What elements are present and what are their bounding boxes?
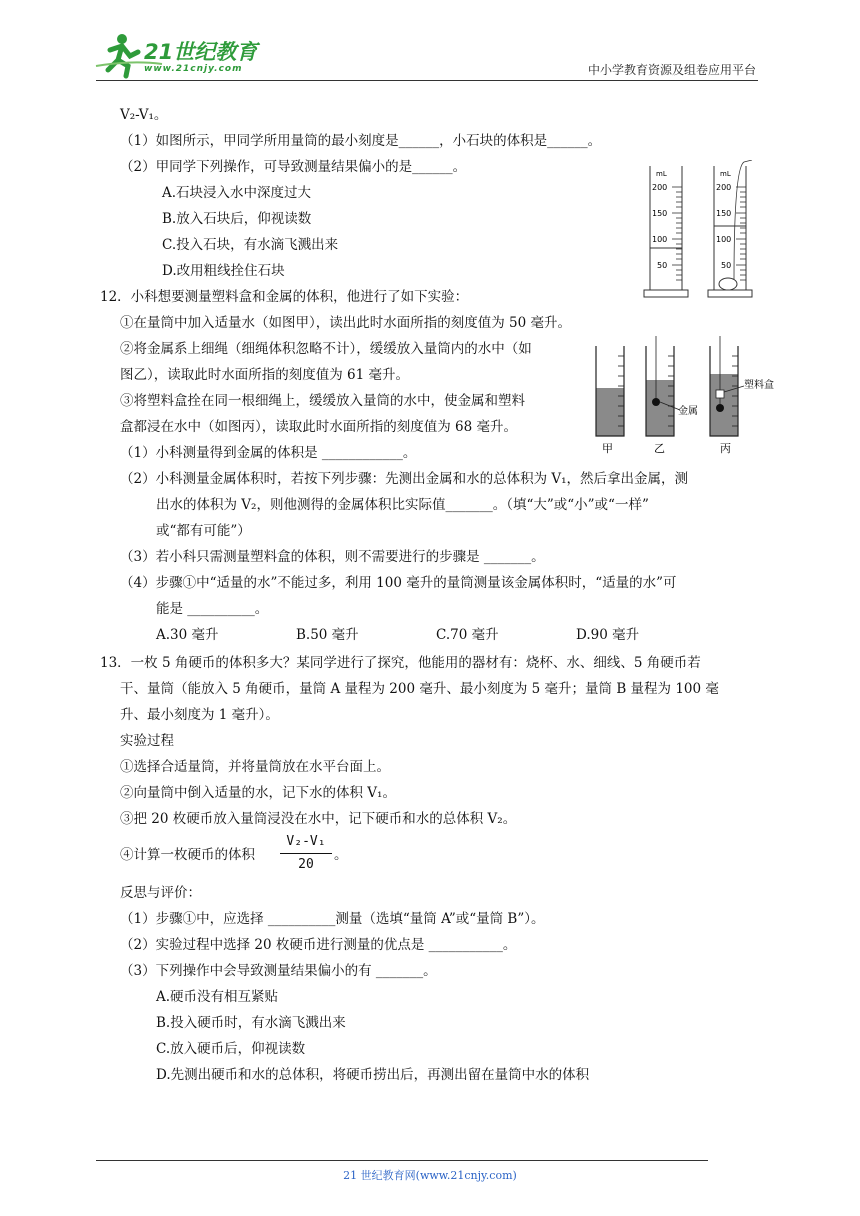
q12-stem: 12．小科想要测量塑料盒和金属的体积，他进行了如下实验： bbox=[100, 289, 469, 305]
q12-step1: ①在量筒中加入适量水（如图甲），读出此时水面所指的刻度值为 50 毫升。 bbox=[120, 315, 572, 331]
q12-part1: （1）小科测量得到金属的体积是 ____________。 bbox=[120, 445, 417, 461]
q13-fraction-bar bbox=[280, 853, 332, 854]
q12-step2-a: ②将金属系上细绳（细绳体积忽略不计），缓缓放入量筒内的水中（如 bbox=[120, 341, 532, 357]
q13-option-d: D.先测出硬币和水的总体积，将硬币捞出后，再测出留在量筒中水的体积 bbox=[156, 1067, 590, 1083]
q12-part2-c: 或“都有可能”） bbox=[156, 523, 251, 539]
label-yi: 乙 bbox=[654, 442, 665, 455]
q13-step4: ④计算一枚硬币的体积 bbox=[120, 847, 255, 863]
cyl2-tick-100: 100 bbox=[716, 235, 732, 244]
label-box: 塑料盒 bbox=[744, 380, 774, 391]
q12-part4-b: 能是 __________。 bbox=[156, 601, 269, 617]
q12-part4-a: （4）步骤①中“适量的水”不能过多，利用 100 毫升的量筒测量该金属体积时，“适量的水”可 bbox=[120, 575, 677, 591]
cyl2-tick-50: 50 bbox=[721, 261, 732, 270]
cylinder-jia bbox=[596, 346, 624, 455]
cylinder-yi bbox=[708, 160, 752, 297]
q11-option-c: C.投入石块，有水滴飞溅出来 bbox=[162, 237, 339, 253]
cylinder-jia bbox=[644, 166, 688, 297]
q13-process-heading: 实验过程 bbox=[120, 733, 174, 749]
q13-part1: （1）步骤①中，应选择 __________测量（选填“量筒 A”或“量筒 B”）。 bbox=[120, 911, 545, 927]
platform-name: 中小学教育资源及组卷应用平台 bbox=[587, 63, 756, 77]
cylinder-yi bbox=[646, 336, 698, 455]
cyl1-tick-200: 200 bbox=[652, 183, 668, 192]
q12-option-c: C.70 毫升 bbox=[436, 627, 499, 643]
q13-stem-3: 升、最小刻度为 1 毫升）。 bbox=[120, 707, 279, 723]
q13-fraction-numerator: V₂-V₁ bbox=[286, 834, 326, 849]
q11-option-d: D.改用粗线拴住石块 bbox=[162, 263, 285, 279]
q12-part3: （3）若小科只需测量塑料盒的体积，则不需要进行的步骤是 _______。 bbox=[120, 549, 545, 565]
q13-reflect-heading: 反思与评价： bbox=[120, 885, 201, 901]
label-bing: 丙 bbox=[720, 442, 731, 455]
q13-step2: ②向量筒中倒入适量的水，记下水的体积 V₁。 bbox=[120, 785, 396, 801]
footer-link[interactable]: 21 世纪教育网(www.21cnjy.com) bbox=[343, 1169, 517, 1182]
footer-rule bbox=[96, 1160, 708, 1161]
q11-option-b: B.放入石块后，仰视读数 bbox=[162, 211, 312, 227]
q12-option-a: A.30 毫升 bbox=[156, 627, 219, 643]
cylinder-bing bbox=[710, 336, 774, 455]
q12-step2-b: 图乙），读取此时水面所指的刻度值为 61 毫升。 bbox=[120, 367, 410, 383]
q13-option-a: A.硬币没有相互紧贴 bbox=[156, 989, 279, 1005]
q11-part1: （1）如图所示，甲同学所用量筒的最小刻度是______，小石块的体积是______。 bbox=[120, 133, 602, 149]
cyl1-tick-50: 50 bbox=[657, 261, 668, 270]
q12-step3-b: 盒都浸在水中（如图丙），读取此时水面所指的刻度值为 68 毫升。 bbox=[120, 419, 518, 435]
q11-option-a: A.石块浸入水中深度过大 bbox=[162, 185, 312, 201]
q11-part2: （2）甲同学下列操作，可导致测量结果偏小的是______。 bbox=[120, 159, 467, 175]
logo-url-text: www.21cnjy.com bbox=[144, 64, 243, 74]
q12-part2-b: 出水的体积为 V₂，则他测得的金属体积比实际值_______。（填“大”或“小”或“一样” bbox=[156, 497, 649, 513]
q13-option-c: C.放入硬币后，仰视读数 bbox=[156, 1041, 306, 1057]
cyl1-unit: mL bbox=[656, 170, 667, 178]
cyl1-tick-150: 150 bbox=[652, 209, 668, 218]
q13-stem-2: 干、量筒（能放入 5 角硬币，量筒 A 量程为 200 毫升、最小刻度为 5 毫升；量筒 B 量程为 100 毫 bbox=[120, 681, 719, 697]
logo-main-text: 21世纪教育 bbox=[144, 40, 258, 64]
q11-continuation: V₂-V₁。 bbox=[120, 107, 168, 123]
cyl2-unit: mL bbox=[720, 170, 731, 178]
q13-step1: ①选择合适量筒，并将量筒放在水平台面上。 bbox=[120, 759, 390, 775]
q13-stem-1: 13．一枚 5 角硬币的体积多大？某同学进行了探究，他能用的器材有：烧杯、水、细线、5 角硬币若 bbox=[100, 655, 701, 671]
q13-fraction-denominator: 20 bbox=[298, 857, 314, 872]
q12-option-d: D.90 毫升 bbox=[576, 627, 640, 643]
q13-option-b: B.投入硬币时，有水滴飞溅出来 bbox=[156, 1015, 346, 1031]
label-metal: 金属 bbox=[678, 406, 698, 417]
q13-step3: ③把 20 枚硬币放入量筒浸没在水中，记下硬币和水的总体积 V₂。 bbox=[120, 811, 517, 827]
q13-part3: （3）下列操作中会导致测量结果偏小的有 _______。 bbox=[120, 963, 437, 979]
cyl1-tick-100: 100 bbox=[652, 235, 668, 244]
q12-part2-a: （2）小科测量金属体积时，若按下列步骤：先测出金属和水的总体积为 V₁，然后拿出金属，测 bbox=[120, 471, 689, 487]
q12-step3-a: ③将塑料盒拴在同一根细绳上，缓缓放入量筒的水中，使金属和塑料 bbox=[120, 393, 525, 409]
cyl2-tick-150: 150 bbox=[716, 209, 732, 218]
q13-part2: （2）实验过程中选择 20 枚硬币进行测量的优点是 ___________。 bbox=[120, 937, 517, 953]
cyl2-tick-200: 200 bbox=[716, 183, 732, 192]
q12-option-b: B.50 毫升 bbox=[296, 627, 359, 643]
q11-cylinders-figure bbox=[640, 160, 758, 302]
header-rule bbox=[96, 80, 758, 81]
q12-cylinders-figure bbox=[590, 336, 790, 460]
q13-step4-end: 。 bbox=[334, 847, 348, 863]
label-jia: 甲 bbox=[602, 442, 613, 455]
